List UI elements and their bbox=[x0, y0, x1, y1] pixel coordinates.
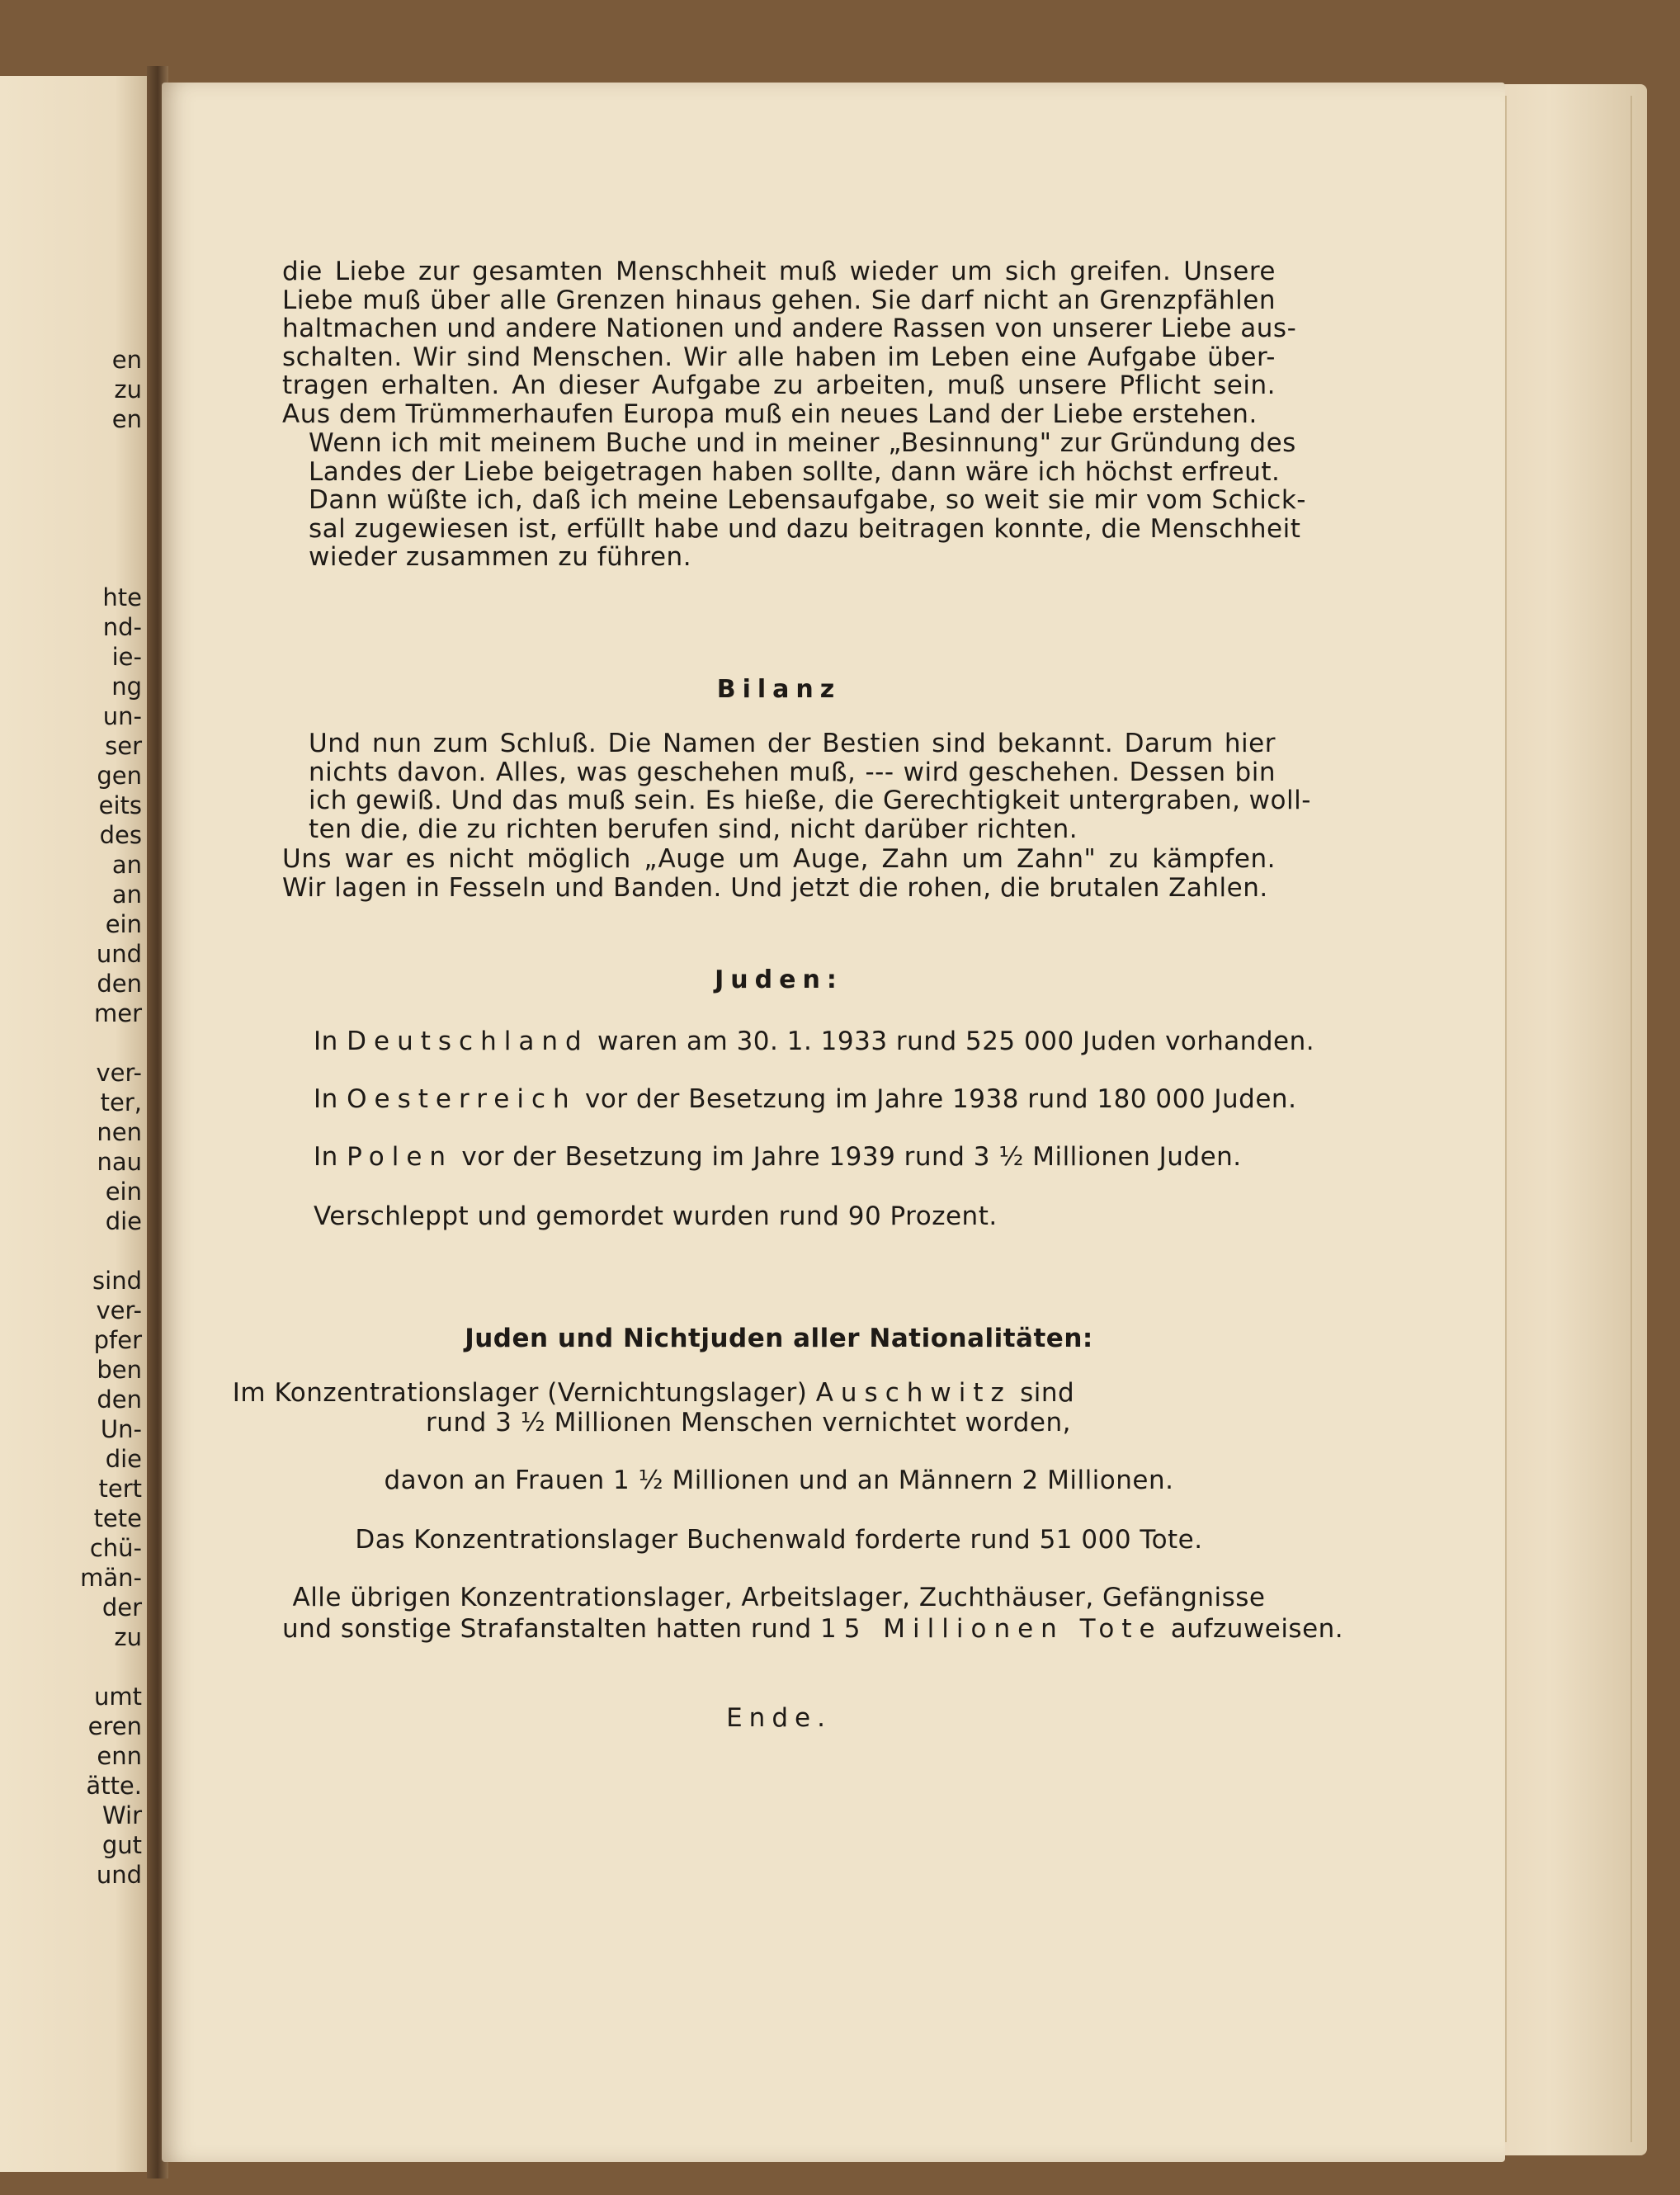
left-page-fragment bbox=[0, 1028, 142, 1058]
left-page-fragment: des bbox=[99, 821, 142, 849]
left-page-fragment: mer bbox=[93, 999, 142, 1027]
left-page-fragment: ser bbox=[105, 732, 142, 760]
left-page-fragment: nau bbox=[97, 1148, 142, 1176]
text-line: Wenn ich mit meinem Buche und in meiner „Besinnung" zur Gründung des bbox=[309, 428, 1296, 458]
left-page-fragment: umt bbox=[94, 1683, 142, 1711]
paragraph-1 bbox=[282, 257, 1297, 429]
left-page-fragment: ver- bbox=[96, 1296, 142, 1324]
left-page-fragment: ter, bbox=[100, 1088, 142, 1116]
left-page-fragment: gen bbox=[97, 762, 142, 790]
stat-verschleppt: Verschleppt und gemordet wurden rund 90 Prozent. bbox=[314, 1201, 998, 1231]
paragraph-3 bbox=[282, 729, 1311, 844]
left-page-fragment: eits bbox=[98, 791, 142, 819]
text-line: nichts davon. Alles, was geschehen muß, --- wird geschehen. Dessen bin bbox=[309, 757, 1276, 787]
text-line: Dann wüßte ich, daß ich meine Lebensaufgabe, so weit sie mir vom Schick- bbox=[309, 485, 1306, 515]
left-page bbox=[0, 76, 153, 2172]
auschwitz-line-2: rund 3 ½ Millionen Menschen vernichtet worden, bbox=[426, 1408, 1071, 1437]
left-page-fragment: Un- bbox=[100, 1415, 142, 1443]
left-page-fragment: en bbox=[111, 405, 142, 433]
left-page-fragment: nen bbox=[97, 1118, 142, 1146]
stat-oesterreich: In Oesterreich vor der Besetzung im Jahre 1938 rund 180 000 Juden. bbox=[314, 1084, 1297, 1114]
paragraph-4 bbox=[282, 845, 1276, 902]
left-page-fragment: ein bbox=[105, 910, 142, 938]
left-page-fragment: ver- bbox=[96, 1059, 142, 1087]
left-page-fragment bbox=[0, 493, 142, 523]
text-line: die Liebe zur gesamten Menschheit muß wieder um sich greifen. Unsere bbox=[282, 257, 1276, 286]
left-page-fragment: män- bbox=[80, 1564, 142, 1592]
place-auschwitz: Auschwitz bbox=[815, 1378, 1012, 1408]
left-page-fragment: enn bbox=[97, 1742, 142, 1770]
left-page-fragment bbox=[0, 464, 142, 493]
text-line: Landes der Liebe beigetragen haben sollte, dann wäre ich höchst erfreut. bbox=[309, 456, 1281, 487]
left-page-fragment: zu bbox=[114, 375, 142, 404]
left-page-fragment: ein bbox=[105, 1178, 142, 1206]
left-page-fragment: tete bbox=[93, 1504, 142, 1532]
place-polen: Polen bbox=[347, 1142, 454, 1172]
left-page-fragment: ben bbox=[97, 1356, 142, 1384]
left-page-fragment: der bbox=[101, 1593, 142, 1621]
left-page-fragment bbox=[0, 434, 142, 464]
left-page-fragment: chü- bbox=[89, 1534, 142, 1562]
heading-bilanz: Bilanz bbox=[716, 675, 842, 704]
paragraph-2 bbox=[282, 428, 1306, 572]
others-line-1: Alle übrigen Konzentrationslager, Arbeitslager, Zuchthäuser, Gefängnisse bbox=[292, 1583, 1266, 1612]
left-page-fragment: an bbox=[111, 851, 142, 879]
heading-juden: Juden: bbox=[715, 965, 843, 994]
fifteen-million-dead: 15 Millionen Tote bbox=[820, 1614, 1163, 1644]
buchenwald-line: Das Konzentrationslager Buchenwald forderte rund 51 000 Tote. bbox=[355, 1525, 1203, 1555]
text-line: Wir lagen in Fesseln und Banden. Und jetzt die rohen, die brutalen Zahlen. bbox=[282, 872, 1268, 903]
left-page-fragment bbox=[0, 1652, 142, 1682]
left-page-fragment: gut bbox=[101, 1831, 142, 1859]
left-page-fragment: tert bbox=[98, 1475, 142, 1503]
text-line: Und nun zum Schluß. Die Namen der Bestien sind bekannt. Darum hier bbox=[309, 729, 1276, 758]
place-oesterreich: Oesterreich bbox=[347, 1084, 577, 1114]
ende: Ende. bbox=[726, 1703, 832, 1733]
left-page-fragment: pfer bbox=[93, 1326, 142, 1354]
left-page-fragment: und bbox=[96, 1861, 142, 1889]
frauen-line: davon an Frauen 1 ½ Millionen und an Männern 2 Millionen. bbox=[384, 1466, 1174, 1495]
text-line: sal zugewiesen ist, erfüllt habe und dazu beitragen konnte, die Menschheit bbox=[309, 513, 1301, 544]
left-page-fragment: den bbox=[97, 970, 142, 998]
left-page-fragment: en bbox=[111, 346, 142, 374]
page-stack-edge bbox=[1485, 84, 1647, 2155]
stat-polen: In Polen vor der Besetzung im Jahre 1939 rund 3 ½ Millionen Juden. bbox=[314, 1142, 1242, 1172]
left-page-fragment: ätte. bbox=[86, 1772, 142, 1800]
text-line: ich gewiß. Und das muß sein. Es hieße, die Gerechtigkeit untergraben, woll- bbox=[309, 786, 1311, 815]
text-line: haltmachen und andere Nationen und andere Rassen von unserer Liebe aus- bbox=[282, 314, 1297, 343]
text-line: ten die, die zu richten berufen sind, nicht darüber richten. bbox=[309, 814, 1078, 844]
left-page-fragment: Wir bbox=[101, 1801, 142, 1829]
text-line: tragen erhalten. An dieser Aufgabe zu arbeiten, muß unsere Pflicht sein. bbox=[282, 371, 1276, 400]
left-page-fragment: eren bbox=[87, 1712, 142, 1740]
stat-deutschland: In Deutschland waren am 30. 1. 1933 rund 525 000 Juden vorhanden. bbox=[314, 1027, 1315, 1056]
place-deutschland: Deutschland bbox=[347, 1027, 589, 1056]
text-line: wieder zusammen zu führen. bbox=[309, 542, 692, 572]
left-page-fragment: un- bbox=[102, 702, 142, 730]
auschwitz-line-1: Im Konzentrationslager (Vernichtungslager) Auschwitz sind bbox=[232, 1378, 1075, 1408]
left-page-fragment bbox=[0, 1236, 142, 1266]
left-page-fragment bbox=[0, 553, 142, 583]
left-page-fragment: an bbox=[111, 880, 142, 909]
left-page-fragment: und bbox=[96, 940, 142, 968]
text-line: Liebe muß über alle Grenzen hinaus gehen. Sie darf nicht an Grenzpfählen bbox=[282, 285, 1276, 315]
left-page-fragment: die bbox=[105, 1445, 142, 1473]
left-page-fragment: ng bbox=[111, 673, 142, 701]
others-line-2: und sonstige Strafanstalten hatten rund 15 Millionen Tote aufzuweisen. bbox=[282, 1614, 1344, 1644]
left-page-fragment: ie- bbox=[111, 643, 142, 671]
left-page-fragment: hte bbox=[102, 583, 142, 611]
left-page-text-fragments bbox=[0, 345, 142, 1890]
left-page-fragment: die bbox=[105, 1207, 142, 1235]
text-line: Aus dem Trümmerhaufen Europa muß ein neues Land der Liebe erstehen. bbox=[282, 399, 1258, 429]
left-page-fragment: den bbox=[97, 1385, 142, 1414]
left-page-fragment: sind bbox=[92, 1267, 142, 1295]
text-line: Uns war es nicht möglich „Auge um Auge, Zahn um Zahn" zu kämpfen. bbox=[282, 844, 1276, 874]
heading-all-nationalities: Juden und Nichtjuden aller Nationalitäten: bbox=[465, 1324, 1093, 1353]
left-page-fragment: zu bbox=[114, 1623, 142, 1651]
left-page-fragment bbox=[0, 523, 142, 553]
text-line: schalten. Wir sind Menschen. Wir alle haben im Leben eine Aufgabe über- bbox=[282, 342, 1276, 372]
left-page-fragment: nd- bbox=[102, 613, 142, 641]
